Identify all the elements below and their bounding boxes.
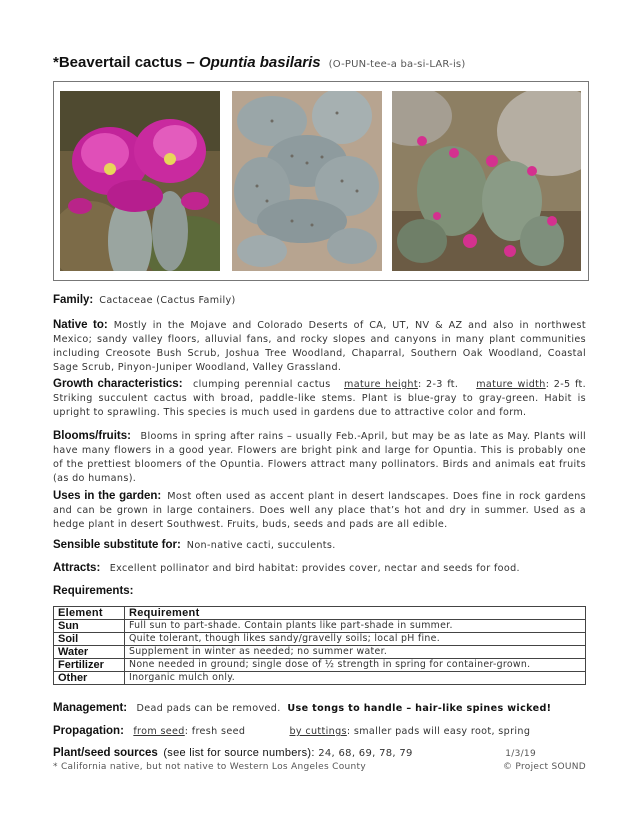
attracts-label: Attracts: — [53, 562, 101, 574]
requirement-cell: Inorganic mulch only. — [125, 672, 586, 685]
substitute-section — [53, 538, 586, 553]
gray-cactus-pads-photo — [232, 91, 382, 271]
seed-label: from seed — [133, 726, 185, 737]
mature-height-value: : 2-3 ft. — [417, 379, 459, 390]
native-label: Native to: — [53, 319, 108, 331]
scientific-name: Opuntia basilaris — [198, 54, 321, 71]
element-cell: Soil — [54, 633, 125, 646]
pronunciation: (O-PUN-tee-a ba-si-LAR-is) — [328, 59, 466, 70]
column-header-requirement: Requirement — [125, 607, 586, 620]
element-cell: Water — [54, 646, 125, 659]
element-cell: Sun — [54, 620, 125, 633]
attracts-section — [53, 561, 586, 576]
table-row — [54, 633, 586, 646]
copyright: © Project SOUND — [502, 762, 586, 772]
mature-width-label: mature width — [476, 379, 546, 390]
table-row — [54, 672, 586, 685]
requirement-cell: Quite tolerant, though likes sandy/gravelly soils; local pH fine. — [125, 633, 586, 646]
family-section — [53, 293, 586, 308]
native-text: Mostly in the Mojave and Colorado Deserts of CA, UT, NV & AZ and also in northwest Mexico; sandy valley floors, alluvial fans, and rocky slopes and canyons in many plant communities including Creosote Bush Scrub, Joshua Tree Woodland, Chaparral, Southern Oak Woodland, Coastal Sage Scrub, Pinyon-Juniper Woodland, Valley Grassland. — [53, 320, 586, 373]
growth-lead: clumping perennial cactus — [193, 379, 331, 390]
propagation-section — [53, 724, 586, 739]
table-row — [54, 620, 586, 633]
substitute-text: Non-native cacti, succulents. — [186, 540, 336, 551]
sources-section — [53, 747, 586, 759]
native-section — [53, 318, 586, 375]
family-label: Family: — [53, 294, 94, 306]
uses-section — [53, 489, 586, 532]
requirements-table — [53, 606, 586, 685]
cuttings-label: by cuttings — [289, 726, 347, 737]
growth-label: Growth characteristics: — [53, 378, 183, 390]
requirements-heading — [53, 584, 586, 599]
requirements-label: Requirements: — [53, 585, 134, 597]
management-label: Management: — [53, 702, 128, 714]
blooms-section — [53, 429, 586, 486]
photo-panel — [53, 81, 589, 281]
uses-label: Uses in the garden: — [53, 490, 162, 502]
column-header-element: Element — [54, 607, 125, 620]
seed-text: : fresh seed — [184, 726, 246, 737]
mature-width-value: : 2-5 ft. — [545, 379, 587, 390]
table-row — [54, 659, 586, 672]
footnote — [53, 762, 586, 772]
table-row — [54, 646, 586, 659]
requirement-cell: None needed in ground; single dose of ½ strength in spring for container-grown. — [125, 659, 586, 672]
management-text: Dead pads can be removed. — [136, 703, 281, 714]
substitute-label: Sensible substitute for: — [53, 539, 181, 551]
cuttings-text: : smaller pads will easy root, spring — [346, 726, 531, 737]
attracts-text: Excellent pollinator and bird habitat: provides cover, nectar and seeds for food. — [109, 563, 520, 574]
family-text: Cactaceae (Cactus Family) — [99, 295, 236, 306]
sources-label: Plant/seed sources — [53, 747, 158, 759]
element-cell: Fertilizer — [54, 659, 125, 672]
sheet-date: 1/3/19 — [505, 749, 536, 759]
growth-text: Striking succulent cactus with broad, paddle-like stems. Plant is blue-gray to gray-green. Habit is upright to sprawling. This species is much used in gardens due to attractive color and form. — [53, 393, 586, 418]
common-name: *Beavertail cactus — [53, 54, 183, 71]
mature-height-label: mature height — [344, 379, 418, 390]
growth-section — [53, 377, 586, 420]
title-dash: – — [186, 54, 195, 71]
requirement-cell: Supplement in winter as needed; no summer water. — [125, 646, 586, 659]
uses-text: Most often used as accent plant in desert landscapes. Does fine in rock gardens and can be grown in large containers. Does well any place that’s hot and dry in summer. Used as a hedge plant in desert Southwest. Fruits, buds, seeds and pads are all edible. — [53, 491, 586, 530]
sources-numbers: 24, 68, 69, 78, 79 — [318, 748, 413, 759]
requirement-cell: Full sun to part-shade. Contain plants like part-shade in summer. — [125, 620, 586, 633]
management-warning: Use tongs to handle – hair-like spines wicked! — [287, 703, 552, 714]
sources-note: (see list for source numbers): — [163, 747, 315, 759]
table-header-row — [54, 607, 586, 620]
management-section — [53, 701, 586, 716]
pink-flowering-cactus-photo — [60, 91, 220, 271]
element-cell: Other — [54, 672, 125, 685]
cactus-in-rocky-landscape-photo — [392, 91, 581, 271]
blooms-label: Blooms/fruits: — [53, 430, 131, 442]
propagation-label: Propagation: — [53, 725, 124, 737]
blooms-text: Blooms in spring after rains – usually Feb.-April, but may be as late as May. Plants will have many flowers in a good year. Flowers are bright pink and large for Opuntia. This is probably one of the prettiest bloomers of the Opuntia. Flowers attract many pollinators. Birds and animals eat fruits (as do humans). — [53, 431, 587, 484]
footnote-text: * California native, but not native to Western Los Angeles County — [53, 762, 367, 772]
page-title — [53, 54, 465, 71]
